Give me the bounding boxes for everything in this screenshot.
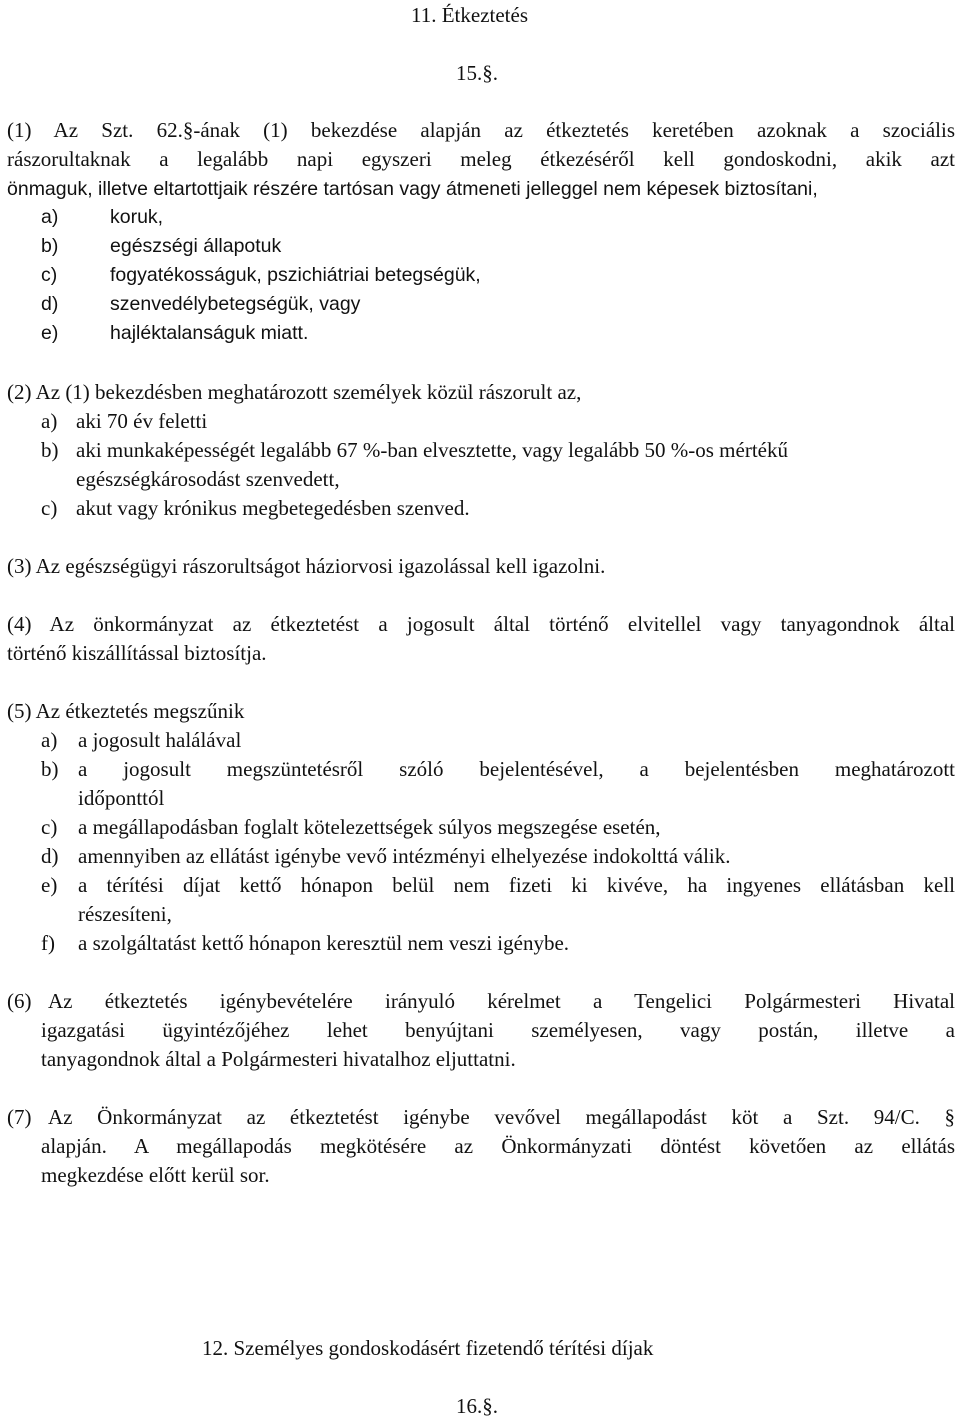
p6-line-3: tanyagondnok által a Polgármesteri hivatalhoz eljuttatni. xyxy=(41,1047,516,1071)
p5-intro: (5) Az étkeztetés megszűnik xyxy=(7,699,245,723)
list-item-text: a szolgáltatást kettő hónapon keresztül nem veszi igénybe. xyxy=(78,931,570,955)
list-item-continuation: időponttól xyxy=(78,786,165,810)
list-item xyxy=(41,871,955,900)
p7-line-1: Az Önkormányzat az étkeztetést igénybe vevővel megállapodást köt a Szt. 94/C. § xyxy=(48,1105,955,1129)
list-item-text: szenvedélybetegségük, vagy xyxy=(110,293,361,315)
list-item-continuation: egészségkárosodást szenvedett, xyxy=(76,467,340,491)
section-heading: 12. Személyes gondoskodásért fizetendő térítési díjak xyxy=(202,1336,654,1360)
section-heading: 11. Étkeztetés xyxy=(411,3,529,27)
list-item xyxy=(41,436,788,465)
p6-line-1: Az étkeztetés igénybevételére irányuló kérelmet a Tengelici Polgármesteri Hivatal xyxy=(48,989,955,1013)
list-item-label: f) xyxy=(41,931,55,955)
list-item-text: egészségi állapotuk xyxy=(110,235,282,257)
list-item-text: a jogosult halálával xyxy=(78,728,242,752)
p1-line-2: rászorultaknak a legalább napi egyszeri meleg étkezéséről kell gondoskodni, akik azt xyxy=(7,147,955,171)
list-item-label: c) xyxy=(41,264,58,286)
p3-text: (3) Az egészségügyi rászorultságot háziorvosi igazolással kell igazolni. xyxy=(7,554,606,578)
list-item-text: a jogosult megszüntetésről szóló bejelentésével, a bejelentésben meghatározott xyxy=(78,757,955,781)
list-item-label: e) xyxy=(41,873,58,897)
list-item-text: aki munkaképességét legalább 67 %-ban elvesztette, vagy legalább 50 %-os mértékű xyxy=(76,438,788,462)
p6-line-2: igazgatási ügyintézőjéhez lehet benyújtani személyesen, vagy postán, illetve a xyxy=(41,1018,955,1042)
list-item-label: a) xyxy=(41,728,58,752)
list-item-label: e) xyxy=(41,322,59,344)
list-item-label: a) xyxy=(41,409,58,433)
list-item-text: a térítési díjat kettő hónapon belül nem fizeti ki kivéve, ha ingyenes ellátásban kell xyxy=(78,873,955,897)
p4-line-1: (4) Az önkormányzat az étkeztetést a jogosult által történő elvitellel vagy tanyagondnok által xyxy=(7,612,955,636)
list-item-text: aki 70 év feletti xyxy=(76,409,208,433)
list-item-label: b) xyxy=(41,438,59,462)
p7-label: (7) xyxy=(7,1105,32,1129)
p1-line-3 xyxy=(7,174,818,204)
p7-line-2: alapján. A megállapodás megkötésére az Önkormányzati döntést követően az ellátás xyxy=(41,1134,955,1158)
p4-line-2: történő kiszállítással biztosítja. xyxy=(7,641,267,665)
list-item-text: koruk, xyxy=(110,206,164,228)
list-item xyxy=(41,755,955,784)
list-item-text: amennyiben az ellátást igénybe vevő intézményi elhelyezése indokolttá válik. xyxy=(78,844,731,868)
list-item-label: a) xyxy=(41,206,59,228)
p2-intro: (2) Az (1) bekezdésben meghatározott személyek közül rászorult az, xyxy=(7,380,582,404)
list-item-label: b) xyxy=(41,235,59,257)
list-item xyxy=(41,726,241,755)
list-item xyxy=(41,203,163,232)
list-item-label: c) xyxy=(41,496,58,520)
list-item-continuation: részesíteni, xyxy=(78,902,172,926)
list-item xyxy=(41,232,281,261)
list-item-text: fogyatékosságuk, pszichiátriai betegségük, xyxy=(110,264,481,286)
list-item-label: b) xyxy=(41,757,59,781)
list-item xyxy=(41,261,481,290)
paragraph-number: 15.§. xyxy=(456,61,498,85)
list-item xyxy=(41,842,731,871)
list-item-text: hajléktalanságuk miatt. xyxy=(110,322,309,344)
list-item xyxy=(41,319,308,348)
paragraph-number: 16.§. xyxy=(456,1394,498,1418)
p1-line-1: (1) Az Szt. 62.§-ának (1) bekezdése alapján az étkeztetés keretében azoknak a szociális xyxy=(7,118,955,142)
p7-line-3: megkezdése előtt kerül sor. xyxy=(41,1163,270,1187)
list-item xyxy=(41,407,207,436)
p1-line-3-text: önmaguk, illetve eltartottjaik részére tartósan vagy átmeneti jelleggel nem képesek biztosítani, xyxy=(7,178,818,200)
list-item-label: c) xyxy=(41,815,58,839)
list-item-text: akut vagy krónikus megbetegedésben szenved. xyxy=(76,496,470,520)
list-item-label: d) xyxy=(41,844,59,868)
list-item xyxy=(41,494,470,523)
list-item xyxy=(41,813,661,842)
list-item xyxy=(41,929,569,958)
p6-label: (6) xyxy=(7,989,32,1013)
list-item xyxy=(41,290,360,319)
list-item-label: d) xyxy=(41,293,59,315)
list-item-text: a megállapodásban foglalt kötelezettségek súlyos megszegése esetén, xyxy=(78,815,661,839)
